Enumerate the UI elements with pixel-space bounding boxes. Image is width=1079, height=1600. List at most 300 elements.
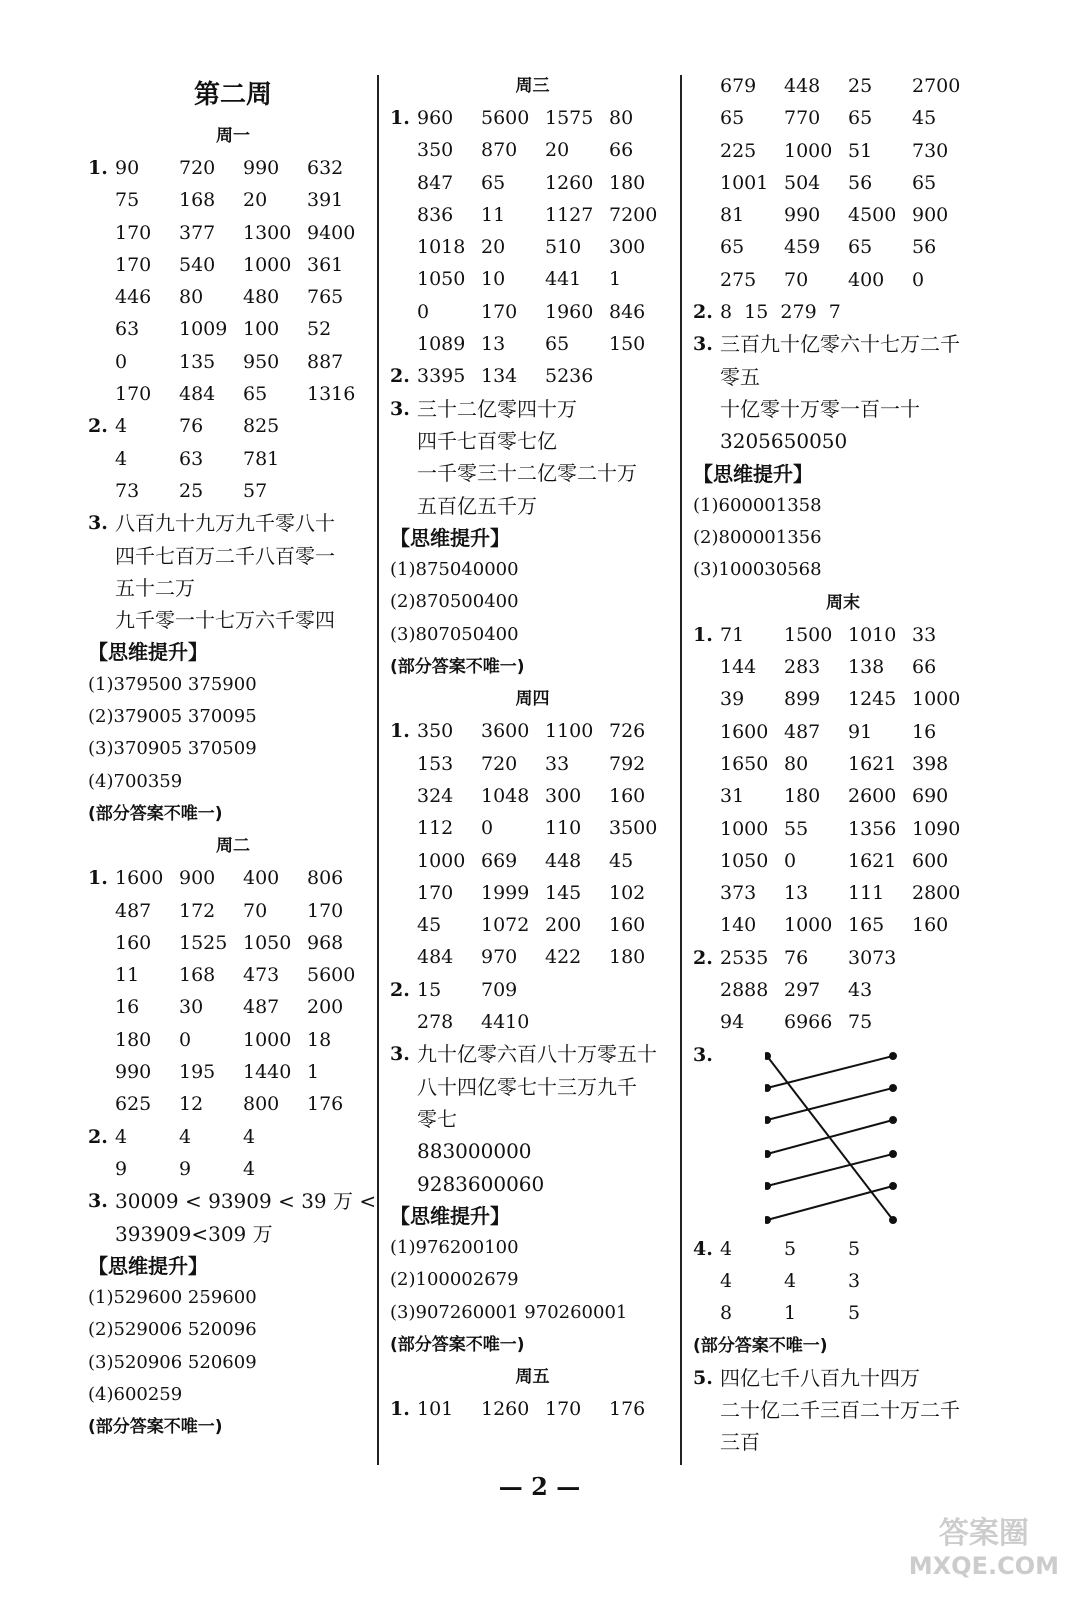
- answer-row: [390, 1006, 675, 1038]
- thinking-answer: (4)600259: [88, 1383, 183, 1405]
- answer-cell: 950: [243, 350, 280, 373]
- answer-cell: 170: [545, 1398, 582, 1421]
- answer-cell: 825: [243, 415, 280, 438]
- answer-cell: 5: [784, 1237, 797, 1260]
- answer-cell: 180: [609, 946, 646, 969]
- answer-cell: 600: [912, 849, 949, 872]
- answer-cell: 847: [417, 171, 454, 194]
- answer-line: [390, 1103, 675, 1135]
- week-title: 第二周: [193, 80, 272, 110]
- column-3: [693, 70, 993, 1459]
- answer-cell: 632: [307, 157, 344, 179]
- thinking-answer: (2)529006 520096: [88, 1319, 257, 1341]
- answer-cell: 4: [720, 1237, 733, 1260]
- answer-cell: 448: [784, 75, 821, 97]
- answer-cell: 112: [417, 817, 454, 840]
- answer-cell: 135: [179, 350, 216, 373]
- thinking-answer: (2)379005 370095: [88, 706, 257, 728]
- answer-row: [390, 748, 675, 780]
- question-number: [88, 927, 115, 959]
- answer-line: [693, 1394, 993, 1426]
- answer-cell: 2888: [720, 979, 769, 1002]
- answer-row: [88, 217, 378, 249]
- answer-cell: 73: [115, 479, 140, 502]
- answer-cell: 3073: [848, 946, 897, 969]
- answer-cell: 391: [307, 189, 344, 212]
- answer-cell: 373: [720, 882, 757, 905]
- question-number: [390, 263, 417, 295]
- answer-row: [693, 716, 993, 748]
- answer-cell: 1621: [848, 849, 897, 872]
- answer-cell: 2700: [912, 75, 961, 97]
- question-number: [693, 393, 720, 425]
- answer-cell: 669: [481, 849, 518, 872]
- answer-row: [693, 264, 993, 296]
- answer-cell: 4: [115, 447, 128, 470]
- answer-cell: 540: [179, 253, 216, 276]
- answer-cell: 75: [115, 189, 140, 212]
- mon-q3: [88, 507, 378, 636]
- answer-cell: 138: [848, 656, 885, 679]
- answer-cell: 66: [609, 139, 634, 162]
- answer-line: [390, 1038, 675, 1070]
- question-number: 1.: [390, 1398, 410, 1421]
- answer-cell: 487: [784, 720, 821, 743]
- answer-cell: 15: [417, 978, 442, 1001]
- answer-cell: 33: [545, 752, 570, 775]
- answer-cell: 1050: [243, 931, 292, 954]
- answer-cell: 1089: [417, 333, 466, 356]
- answer-row: [693, 199, 993, 231]
- answer-row: [88, 862, 378, 894]
- column-1: [88, 70, 378, 1444]
- question-number: 3.: [390, 1043, 410, 1066]
- question-number: [390, 877, 417, 909]
- answer-cell: 836: [417, 203, 454, 226]
- answer-row: [693, 974, 993, 1006]
- question-number: [390, 1006, 417, 1038]
- answer-cell: 625: [115, 1093, 152, 1116]
- answer-cell: 726: [609, 720, 646, 743]
- answer-cell: 806: [307, 867, 344, 890]
- thu-q2: [390, 974, 675, 1039]
- answer-cell: 990: [115, 1061, 152, 1084]
- answer-cell: 2800: [912, 882, 961, 905]
- answer-row: [390, 102, 675, 134]
- answer-text: 八百九十九万九千零八十: [115, 511, 335, 536]
- answer-text: 四千七百零七亿: [417, 428, 557, 453]
- question-number: 3.: [88, 512, 108, 535]
- answer-row: [390, 263, 675, 295]
- answer-cell: 4: [720, 1269, 733, 1292]
- answer-text: 九千零一十七万六千零四: [115, 608, 335, 633]
- answer-cell: 0: [417, 300, 430, 323]
- question-number: [693, 199, 720, 231]
- answer-row: [390, 909, 675, 941]
- answer-cell: 5236: [545, 365, 594, 388]
- answer-cell: 65: [243, 383, 268, 406]
- answer-cell: 33: [912, 623, 937, 646]
- answer-cell: 1960: [545, 300, 594, 323]
- answer-row: [88, 184, 378, 216]
- answer-cell: 870: [481, 139, 518, 162]
- answer-cell: 283: [784, 656, 821, 679]
- answer-cell: 487: [243, 996, 280, 1019]
- answer-cell: 195: [179, 1061, 216, 1084]
- question-number: [390, 909, 417, 941]
- answer-cell: 0: [784, 849, 797, 872]
- answer-cell: 100: [243, 318, 280, 341]
- answer-row: [88, 959, 378, 991]
- answer-row: [390, 941, 675, 973]
- answer-cell: 8: [720, 1302, 733, 1325]
- answer-cell: 441: [545, 268, 582, 291]
- tue-q1: [88, 862, 378, 1120]
- answer-cell: 25: [179, 479, 204, 502]
- answer-text: 三百: [720, 1430, 760, 1455]
- watermark-logo: [909, 1518, 1059, 1582]
- thinking-answer: (2)100002679: [390, 1269, 519, 1291]
- answer-cell: 504: [784, 171, 821, 194]
- answer-cell: 55: [784, 817, 809, 840]
- answer-line: [88, 1185, 378, 1217]
- answer-cell: 80: [609, 107, 634, 129]
- answer-cell: 170: [417, 881, 454, 904]
- answer-cell: 10: [481, 268, 506, 291]
- thinking-answer: (1)976200100: [390, 1237, 519, 1259]
- answer-cell: 4: [784, 1269, 797, 1292]
- answer-cell: 170: [115, 221, 152, 244]
- answer-cell: 65: [481, 171, 506, 194]
- answer-cell: 11: [115, 964, 140, 987]
- answer-cell: 1048: [481, 784, 530, 807]
- answer-text: 9283600060: [417, 1171, 545, 1196]
- question-number: 1.: [693, 623, 713, 646]
- answer-row: [693, 813, 993, 845]
- question-number: [390, 134, 417, 166]
- answer-row: [88, 1056, 378, 1088]
- answer-line: [390, 393, 675, 425]
- answer-cell: 4410: [481, 1011, 530, 1034]
- day-title-tue: 周二: [216, 836, 250, 857]
- answer-cell: 770: [784, 107, 821, 130]
- answer-line: [88, 507, 378, 539]
- answer-text: 三百九十亿零六十七万二千: [720, 332, 960, 357]
- answer-cell: 4: [243, 1125, 256, 1148]
- answer-cell: 900: [912, 204, 949, 227]
- question-number: [693, 167, 720, 199]
- answer-line: [693, 328, 993, 360]
- answer-text: 二十亿二千三百二十万二千: [720, 1398, 960, 1423]
- answer-line: [88, 540, 378, 572]
- note: (部分答案不唯一): [390, 657, 525, 678]
- answer-cell: 1000: [784, 139, 833, 162]
- question-number: [390, 457, 417, 489]
- question-number: [693, 1297, 720, 1329]
- answer-row: [88, 1153, 378, 1185]
- question-number: [88, 572, 115, 604]
- question-number: 3.: [693, 1043, 713, 1066]
- answer-cell: 1621: [848, 752, 897, 775]
- answer-line: [693, 393, 993, 425]
- question-number: [693, 425, 720, 457]
- answer-cell: 1525: [179, 931, 228, 954]
- answer-cell: 170: [307, 899, 344, 922]
- answer-cell: 111: [848, 882, 885, 905]
- answer-line: [390, 457, 675, 489]
- answer-cell: 2535: [720, 946, 769, 969]
- answer-cell: 25: [848, 75, 873, 97]
- thinking-header: 【思维提升】: [390, 1203, 510, 1228]
- answer-row: [693, 102, 993, 134]
- answer-cell: 3500: [609, 817, 658, 840]
- answer-row: [390, 974, 675, 1006]
- answer-cell: 20: [481, 236, 506, 259]
- answer-line: [390, 425, 675, 457]
- question-number: [390, 167, 417, 199]
- wed-q1: [390, 102, 675, 360]
- question-number: 4.: [693, 1237, 713, 1260]
- question-number: [88, 475, 115, 507]
- answer-cell: 400: [848, 268, 885, 291]
- answer-cell: 1245: [848, 688, 897, 711]
- answer-cell: 5: [848, 1237, 861, 1260]
- answer-cell: 487: [115, 899, 152, 922]
- answer-row: [88, 1121, 378, 1153]
- question-number: [88, 378, 115, 410]
- weekend-q5: [693, 1362, 993, 1459]
- answer-text: 十亿零十万零一百一十: [720, 396, 920, 421]
- answer-cell: 90: [115, 157, 140, 179]
- answer-cell: 168: [179, 964, 216, 987]
- answer-cell: 176: [307, 1093, 344, 1116]
- answer-row: [693, 683, 993, 715]
- answer-text: 九十亿零六百八十万零五十: [417, 1042, 657, 1067]
- answer-row: [88, 991, 378, 1023]
- answer-cell: 16: [912, 720, 937, 743]
- answer-text: 四千七百万二千八百零一: [115, 543, 335, 568]
- answer-cell: 110: [545, 817, 582, 840]
- answer-row: [390, 715, 675, 747]
- answer-cell: 1440: [243, 1061, 292, 1084]
- answer-cell: 12: [179, 1093, 204, 1116]
- wed-think: [390, 554, 675, 651]
- answer-cell: 1500: [784, 623, 833, 646]
- answer-row: [693, 651, 993, 683]
- answer-cell: 11: [481, 203, 506, 226]
- answer-cell: 1000: [912, 688, 961, 711]
- answer-cell: 1127: [545, 203, 594, 226]
- question-number: [88, 313, 115, 345]
- answer-row: [88, 443, 378, 475]
- question-number: [88, 346, 115, 378]
- answer-row: [390, 812, 675, 844]
- question-number: [390, 425, 417, 457]
- answer-cell: 160: [609, 784, 646, 807]
- answer-cell: 4500: [848, 204, 897, 227]
- answer-cell: 57: [243, 479, 268, 502]
- answer-cell: 990: [784, 204, 821, 227]
- answer-row: [390, 845, 675, 877]
- answer-line: [88, 572, 378, 604]
- answer-line: [88, 604, 378, 636]
- fri-q2: [693, 296, 993, 328]
- answer-row: [390, 167, 675, 199]
- answer-cell: 101: [417, 1398, 454, 1421]
- answer-cell: 9: [115, 1157, 128, 1180]
- wed-q3: [390, 393, 675, 522]
- answer-cell: 0: [179, 1028, 192, 1051]
- question-number: [390, 941, 417, 973]
- answer-cell: 275: [720, 268, 757, 291]
- thinking-answer: (4)700359: [88, 770, 183, 792]
- answer-cell: 1300: [243, 221, 292, 244]
- question-number: 2.: [693, 946, 713, 969]
- answer-cell: 2600: [848, 785, 897, 808]
- answer-line: [390, 1071, 675, 1103]
- answer-cell: 1000: [720, 817, 769, 840]
- question-number: [693, 748, 720, 780]
- question-number: 1.: [88, 867, 108, 890]
- answer-cell: 225: [720, 139, 757, 162]
- answer-cell: 1316: [307, 383, 356, 406]
- question-number: [88, 443, 115, 475]
- answer-cell: 6966: [784, 1011, 833, 1034]
- question-number: [390, 1168, 417, 1200]
- answer-cell: 0: [481, 817, 494, 840]
- column-2: [390, 70, 675, 1426]
- question-number: [88, 1088, 115, 1120]
- answer-cell: 0: [115, 350, 128, 373]
- day-title-weekend: 周末: [826, 592, 860, 613]
- thinking-header: 【思维提升】: [88, 640, 208, 665]
- question-number: 2.: [88, 1125, 108, 1148]
- question-number: [693, 909, 720, 941]
- answer-cell: 1600: [720, 720, 769, 743]
- answer-cell: 377: [179, 221, 216, 244]
- answer-cell: 180: [609, 171, 646, 194]
- note: (部分答案不唯一): [693, 1335, 828, 1356]
- answer-cell: 781: [243, 447, 280, 470]
- answer-cell: 1000: [243, 1028, 292, 1051]
- answer-row: [693, 909, 993, 941]
- answer-cell: 153: [417, 752, 454, 775]
- answer-line: [390, 1135, 675, 1167]
- answer-cell: 300: [545, 784, 582, 807]
- answer-row: [390, 1393, 675, 1425]
- question-number: [693, 651, 720, 683]
- question-number: [693, 1394, 720, 1426]
- answer-cell: 900: [179, 867, 216, 890]
- answer-cell: 846: [609, 300, 646, 323]
- answer-text: 五十二万: [115, 575, 195, 600]
- answer-cell: 3: [848, 1269, 861, 1292]
- answer-line: [693, 361, 993, 393]
- answer-row: [88, 346, 378, 378]
- tue-think: [88, 1282, 378, 1411]
- answer-cell: 361: [307, 253, 344, 276]
- answer-cell: 4: [179, 1125, 192, 1148]
- answer-cell: 160: [115, 931, 152, 954]
- answer-cell: 1000: [417, 849, 466, 872]
- answer-cell: 5600: [481, 107, 530, 129]
- question-number: [390, 845, 417, 877]
- question-number: 1.: [390, 720, 410, 743]
- answer-cell: 1260: [545, 171, 594, 194]
- answer-row: [88, 927, 378, 959]
- answer-cell: 887: [307, 350, 344, 373]
- question-number: [390, 328, 417, 360]
- answer-cell: 1100: [545, 720, 594, 743]
- answer-cell: 134: [481, 365, 518, 388]
- answer-cell: 970: [481, 946, 518, 969]
- answer-cell: 144: [720, 656, 757, 679]
- answer-cell: 70: [243, 899, 268, 922]
- answer-cell: 459: [784, 236, 821, 259]
- answer-row: [88, 1088, 378, 1120]
- answer-cell: 4: [243, 1157, 256, 1180]
- answer-cell: 968: [307, 931, 344, 954]
- matching-diagram: [765, 1050, 905, 1230]
- answer-cell: 20: [243, 189, 268, 212]
- question-number: [390, 812, 417, 844]
- answer-row: [88, 410, 378, 442]
- answer-cell: 1600: [115, 867, 164, 890]
- answer-cell: 1001: [720, 171, 769, 194]
- answer-cell: 75: [848, 1011, 873, 1034]
- question-number: [693, 780, 720, 812]
- answer-cell: 180: [115, 1028, 152, 1051]
- answer-row: [693, 619, 993, 651]
- question-number: [88, 217, 115, 249]
- answer-cell: 484: [417, 946, 454, 969]
- question-number: [390, 1103, 417, 1135]
- answer-row: [693, 1297, 993, 1329]
- thinking-answer: (1)529600 259600: [88, 1287, 257, 1309]
- answer-cell: 170: [481, 300, 518, 323]
- answer-row: [693, 1265, 993, 1297]
- thinking-answer: (1)600001358: [693, 494, 822, 516]
- answer-text: 零五: [720, 364, 760, 389]
- answer-cell: 792: [609, 752, 646, 775]
- question-number: [693, 1006, 720, 1038]
- question-number: [390, 296, 417, 328]
- note: (部分答案不唯一): [390, 1334, 525, 1355]
- answer-cell: 765: [307, 286, 344, 309]
- question-number: 5.: [693, 1366, 713, 1389]
- answer-row: [390, 231, 675, 263]
- answer-cell: 200: [545, 914, 582, 937]
- fri-q1: [390, 1393, 675, 1425]
- answer-cell: 400: [243, 867, 280, 890]
- answer-cell: 720: [481, 752, 518, 775]
- answer-row: [390, 877, 675, 909]
- question-number: [88, 184, 115, 216]
- answer-cell: 45: [609, 849, 634, 872]
- question-number: [693, 102, 720, 134]
- question-number: [390, 1071, 417, 1103]
- answer-cell: 679: [720, 75, 757, 97]
- answer-cell: 300: [609, 236, 646, 259]
- thinking-header: 【思维提升】: [390, 525, 510, 550]
- answer-row: [693, 135, 993, 167]
- answer-text: 3205650050: [720, 429, 848, 454]
- answer-cell: 65: [545, 333, 570, 356]
- answer-cell: 3600: [481, 720, 530, 743]
- watermark-line-2: MXQE.COM: [908, 1552, 1059, 1580]
- question-number: [88, 249, 115, 281]
- question-number: [693, 974, 720, 1006]
